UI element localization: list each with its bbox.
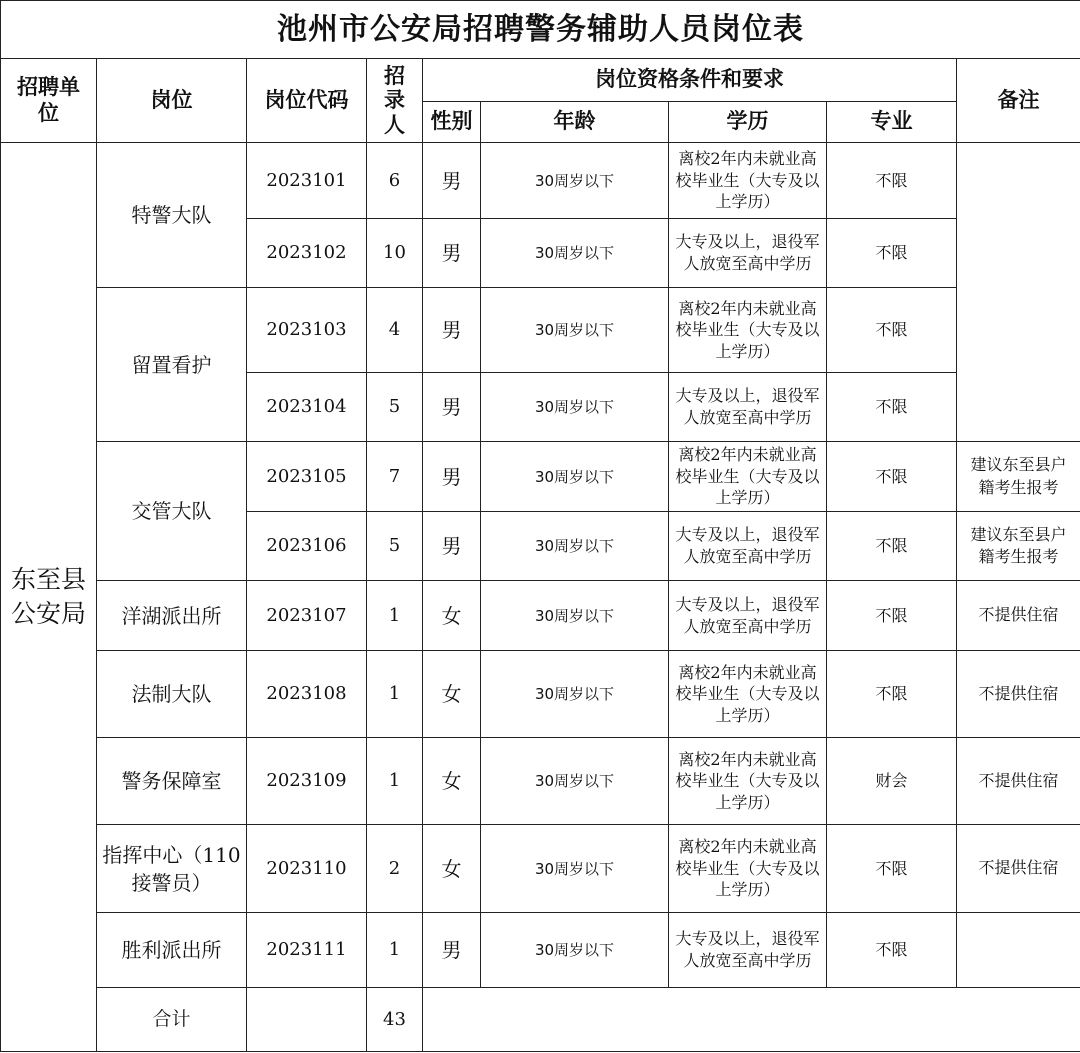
post-major: 不限 <box>827 219 957 288</box>
post-code: 2023101 <box>247 143 367 219</box>
post-age: 30周岁以下 <box>481 288 669 373</box>
header-code: 岗位代码 <box>247 59 367 143</box>
header-count: 招录人 <box>367 59 423 143</box>
header-gender: 性别 <box>423 102 481 143</box>
post-age: 30周岁以下 <box>481 651 669 738</box>
post-education: 大专及以上，退役军人放宽至高中学历 <box>669 373 827 442</box>
post-count: 1 <box>367 581 423 651</box>
post-gender: 女 <box>423 738 481 825</box>
post-gender: 男 <box>423 913 481 988</box>
table-row <box>1 651 1080 738</box>
post-name: 指挥中心（110接警员） <box>97 825 247 913</box>
post-major: 不限 <box>827 512 957 581</box>
header-age: 年龄 <box>481 102 669 143</box>
post-education: 离校2年内未就业高校毕业生（大专及以上学历） <box>669 825 827 913</box>
table-row <box>1 825 1080 913</box>
page-title: 池州市公安局招聘警务辅助人员岗位表 <box>1 1 1080 59</box>
post-code: 2023102 <box>247 219 367 288</box>
total-count: 43 <box>367 988 423 1052</box>
post-major: 不限 <box>827 288 957 373</box>
table-row <box>1 913 1080 988</box>
post-code: 2023104 <box>247 373 367 442</box>
post-remark: 建议东至县户籍考生报考 <box>957 442 1080 512</box>
post-gender: 男 <box>423 143 481 219</box>
table-row <box>1 288 1080 373</box>
total-row <box>1 988 1080 1052</box>
post-code: 2023111 <box>247 913 367 988</box>
post-gender: 男 <box>423 373 481 442</box>
post-name: 特警大队 <box>97 143 247 288</box>
post-remark <box>957 143 1080 442</box>
post-major: 不限 <box>827 913 957 988</box>
post-major: 不限 <box>827 651 957 738</box>
header-remarks: 备注 <box>957 59 1080 143</box>
unit-name: 东至县公安局 <box>1 143 97 1052</box>
post-code: 2023106 <box>247 512 367 581</box>
post-age: 30周岁以下 <box>481 219 669 288</box>
post-count: 7 <box>367 442 423 512</box>
post-gender: 女 <box>423 651 481 738</box>
post-code: 2023108 <box>247 651 367 738</box>
post-gender: 男 <box>423 442 481 512</box>
header-education: 学历 <box>669 102 827 143</box>
post-major: 财会 <box>827 738 957 825</box>
post-count: 10 <box>367 219 423 288</box>
post-count: 5 <box>367 373 423 442</box>
post-remark: 不提供住宿 <box>957 581 1080 651</box>
post-education: 离校2年内未就业高校毕业生（大专及以上学历） <box>669 442 827 512</box>
post-major: 不限 <box>827 581 957 651</box>
post-remark: 建议东至县户籍考生报考 <box>957 512 1080 581</box>
post-remark <box>957 913 1080 988</box>
post-count: 1 <box>367 651 423 738</box>
total-qualifications-empty <box>423 988 1080 1052</box>
header-qualifications: 岗位资格条件和要求 <box>423 59 957 102</box>
post-name: 洋湖派出所 <box>97 581 247 651</box>
post-count: 5 <box>367 512 423 581</box>
post-major: 不限 <box>827 373 957 442</box>
post-count: 1 <box>367 913 423 988</box>
total-label: 合计 <box>97 988 247 1052</box>
post-age: 30周岁以下 <box>481 581 669 651</box>
post-education: 离校2年内未就业高校毕业生（大专及以上学历） <box>669 738 827 825</box>
post-education: 大专及以上，退役军人放宽至高中学历 <box>669 219 827 288</box>
post-code: 2023107 <box>247 581 367 651</box>
post-education: 离校2年内未就业高校毕业生（大专及以上学历） <box>669 651 827 738</box>
table-row <box>1 442 1080 512</box>
post-name: 警务保障室 <box>97 738 247 825</box>
post-major: 不限 <box>827 143 957 219</box>
post-count: 4 <box>367 288 423 373</box>
post-name: 留置看护 <box>97 288 247 442</box>
post-education: 大专及以上，退役军人放宽至高中学历 <box>669 581 827 651</box>
post-education: 离校2年内未就业高校毕业生（大专及以上学历） <box>669 143 827 219</box>
table-row <box>1 143 1080 219</box>
post-age: 30周岁以下 <box>481 913 669 988</box>
post-code: 2023103 <box>247 288 367 373</box>
post-remark: 不提供住宿 <box>957 738 1080 825</box>
header-major: 专业 <box>827 102 957 143</box>
header-post: 岗位 <box>97 59 247 143</box>
post-count: 2 <box>367 825 423 913</box>
post-count: 6 <box>367 143 423 219</box>
post-code: 2023109 <box>247 738 367 825</box>
header-unit: 招聘单位 <box>1 59 97 143</box>
total-code-empty <box>247 988 367 1052</box>
post-age: 30周岁以下 <box>481 442 669 512</box>
post-gender: 男 <box>423 288 481 373</box>
post-code: 2023110 <box>247 825 367 913</box>
post-major: 不限 <box>827 442 957 512</box>
post-name: 胜利派出所 <box>97 913 247 988</box>
table-row <box>1 581 1080 651</box>
post-code: 2023105 <box>247 442 367 512</box>
post-age: 30周岁以下 <box>481 512 669 581</box>
table-row <box>1 738 1080 825</box>
post-major: 不限 <box>827 825 957 913</box>
post-gender: 男 <box>423 219 481 288</box>
post-remark: 不提供住宿 <box>957 651 1080 738</box>
post-age: 30周岁以下 <box>481 825 669 913</box>
post-count: 1 <box>367 738 423 825</box>
post-remark: 不提供住宿 <box>957 825 1080 913</box>
post-age: 30周岁以下 <box>481 143 669 219</box>
post-name: 法制大队 <box>97 651 247 738</box>
post-age: 30周岁以下 <box>481 373 669 442</box>
post-age: 30周岁以下 <box>481 738 669 825</box>
post-name: 交管大队 <box>97 442 247 581</box>
post-gender: 女 <box>423 581 481 651</box>
post-gender: 女 <box>423 825 481 913</box>
post-education: 离校2年内未就业高校毕业生（大专及以上学历） <box>669 288 827 373</box>
post-education: 大专及以上，退役军人放宽至高中学历 <box>669 512 827 581</box>
post-education: 大专及以上，退役军人放宽至高中学历 <box>669 913 827 988</box>
post-gender: 男 <box>423 512 481 581</box>
